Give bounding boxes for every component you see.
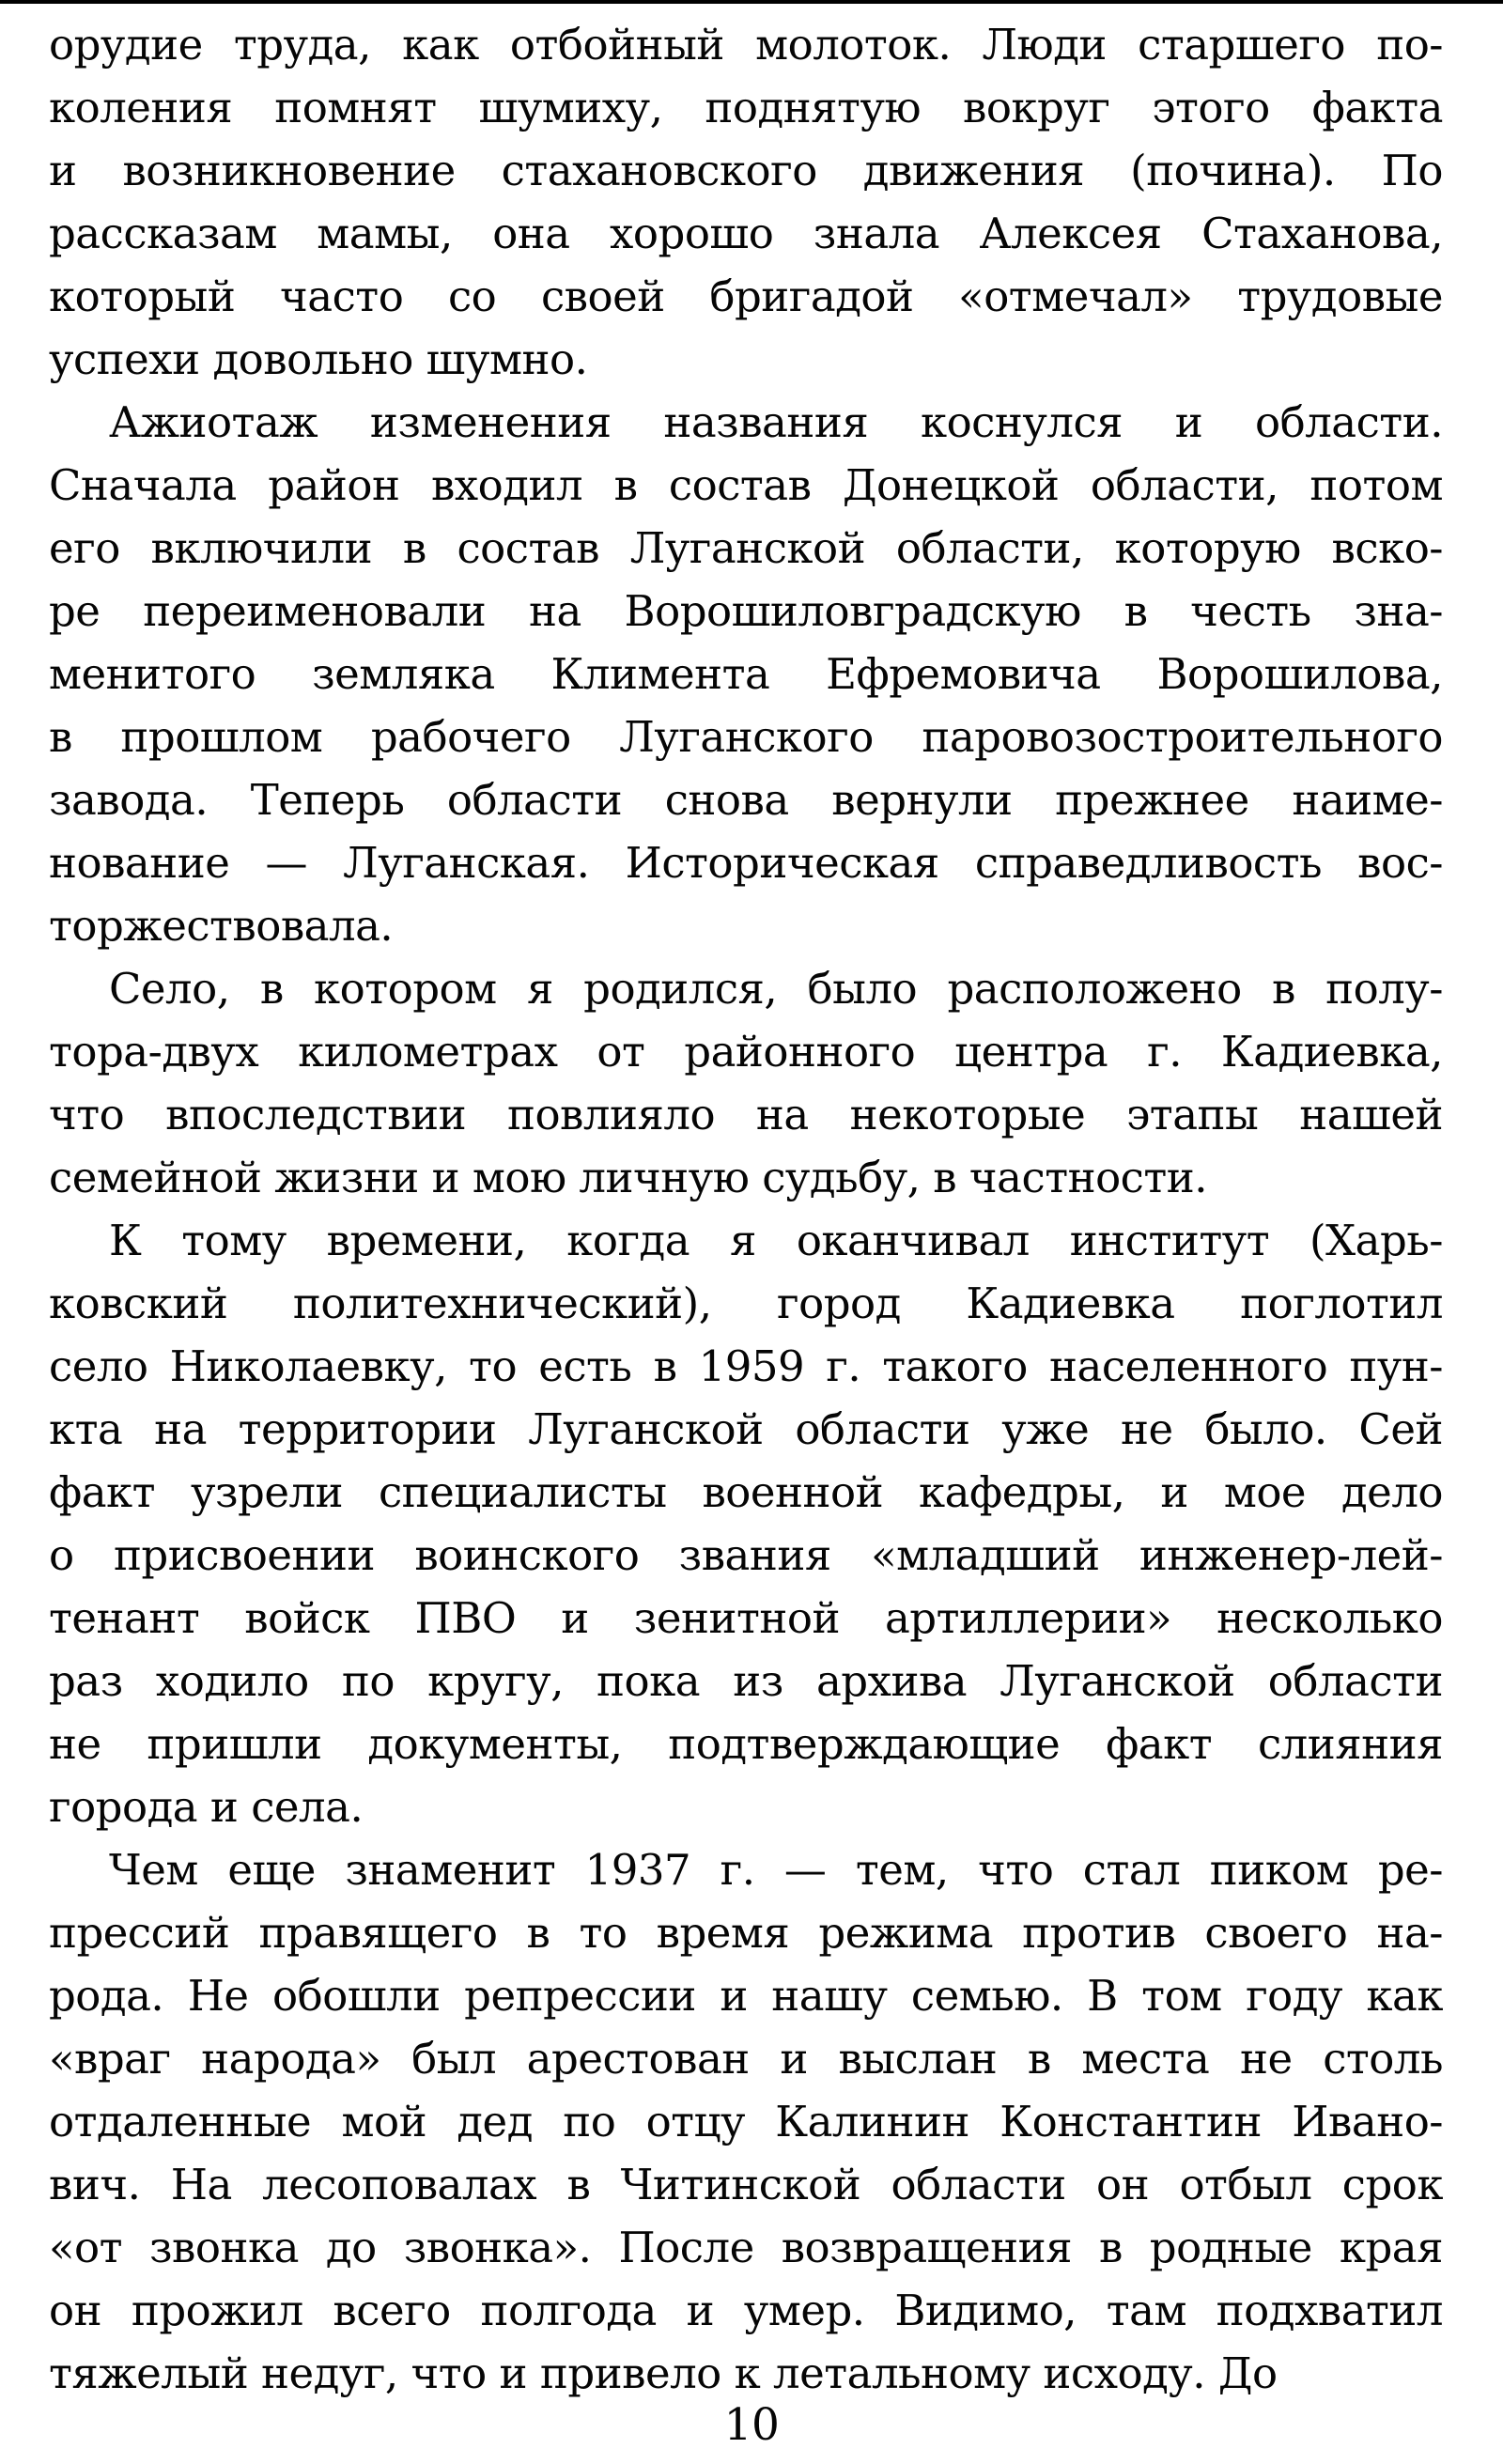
text-line: кта на территории Луганской области уже не было. Сей <box>49 1404 1443 1454</box>
text-line: «от звонка до звонка». После возвращения в родные края <box>49 2223 1443 2272</box>
text-line: раз ходило по кругу, пока из архива Луганской области <box>49 1656 1443 1706</box>
text-line: коления помнят шумиху, поднятую вокруг этого факта <box>49 83 1443 132</box>
scan-artifact-top-edge <box>0 0 1503 4</box>
text-line: ре переименовали на Ворошиловградскую в честь зна- <box>49 586 1443 636</box>
text-line: который часто со своей бригадой «отмечал» трудовые <box>49 271 1443 321</box>
text-line: в прошлом рабочего Луганского паровозостроительного <box>49 712 1443 762</box>
body-text <box>49 13 1443 2405</box>
paragraph <box>49 13 1443 391</box>
text-line: не пришли документы, подтверждающие факт слияния <box>49 1719 1443 1769</box>
text-line: Село, в котором я родился, было расположено в полу- <box>109 964 1443 1014</box>
text-line: торжествовала. <box>49 901 394 951</box>
paragraph <box>49 391 1443 957</box>
text-line: Сначала район входил в состав Донецкой области, потом <box>49 460 1443 510</box>
text-line: менитого земляка Климента Ефремовича Ворошилова, <box>49 649 1443 699</box>
paragraph <box>49 957 1443 1209</box>
text-line: Чем еще знаменит 1937 г. — тем, что стал пиком ре- <box>109 1845 1443 1895</box>
text-line: он прожил всего полгода и умер. Видимо, там подхватил <box>49 2286 1443 2335</box>
text-line: Ажиотаж изменения названия коснулся и области. <box>109 397 1443 447</box>
text-line: отдаленные мой дед по отцу Калинин Константин Ивано- <box>49 2097 1443 2146</box>
text-line: семейной жизни и мою личную судьбу, в частности. <box>49 1153 1208 1202</box>
text-line: успехи довольно шумно. <box>49 334 588 384</box>
text-line: что впоследствии повлияло на некоторые этапы нашей <box>49 1090 1443 1139</box>
paragraph <box>49 1209 1443 1838</box>
text-line: нование — Луганская. Историческая справедливость вос- <box>49 838 1443 888</box>
text-line: «враг народа» был арестован и выслан в места не столь <box>49 2034 1443 2084</box>
text-line: прессий правящего в то время режима против своего на- <box>49 1908 1443 1958</box>
text-line: вич. На лесоповалах в Читинской области он отбыл срок <box>49 2160 1443 2209</box>
text-line: тяжелый недуг, что и привело к летальному исходу. До <box>49 2348 1278 2398</box>
text-line: города и села. <box>49 1782 364 1832</box>
text-line: рассказам мамы, она хорошо знала Алексея Стаханова, <box>49 209 1443 258</box>
text-line: завода. Теперь области снова вернули прежнее наиме- <box>49 775 1443 825</box>
text-line: факт узрели специалисты военной кафедры, и мое дело <box>49 1467 1443 1517</box>
text-line: тенант войск ПВО и зенитной артиллерии» несколько <box>49 1593 1443 1643</box>
text-line: и возникновение стахановского движения (почина). По <box>49 146 1443 195</box>
page-number: 10 <box>723 2399 780 2451</box>
text-line: рода. Не обошли репрессии и нашу семью. В том году как <box>49 1971 1443 2021</box>
text-line: село Николаевку, то есть в 1959 г. такого населенного пун- <box>49 1341 1443 1391</box>
paragraph <box>49 1838 1443 2405</box>
text-line: о присвоении воинского звания «младший инженер-лей- <box>49 1530 1443 1580</box>
text-line: его включили в состав Луганской области, которую вско- <box>49 523 1443 573</box>
text-line: тора-двух километрах от районного центра г. Кадиевка, <box>49 1027 1443 1077</box>
text-line: К тому времени, когда я оканчивал институт (Харь- <box>109 1216 1443 1265</box>
text-line: ковский политехнический), город Кадиевка поглотил <box>49 1278 1443 1328</box>
text-line: орудие труда, как отбойный молоток. Люди старшего по- <box>49 20 1443 70</box>
